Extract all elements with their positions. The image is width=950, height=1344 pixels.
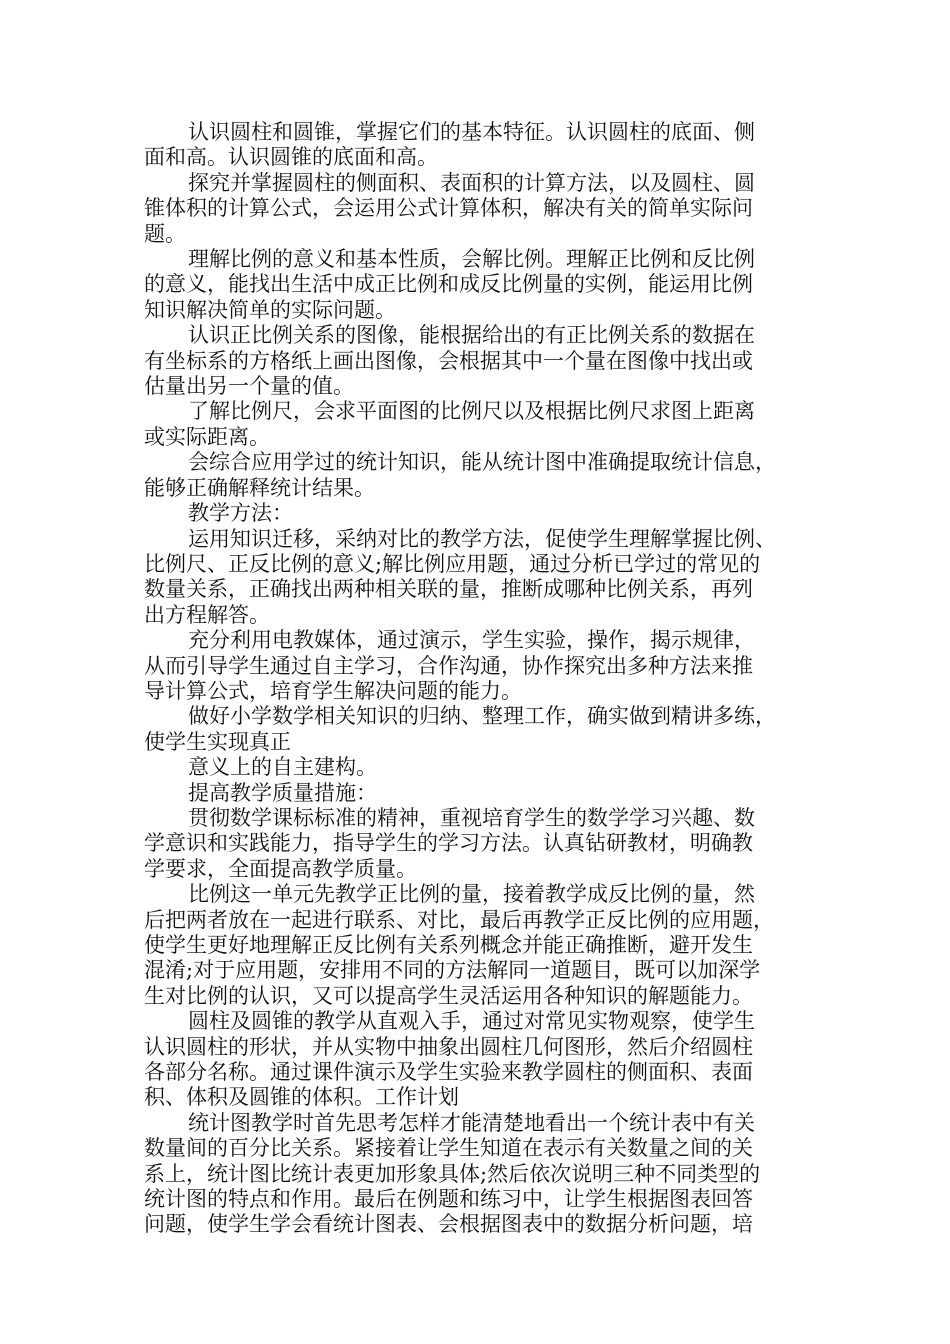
heading-teaching-methods: 教学方法： — [188, 501, 293, 526]
paragraph-proportion-meaning: 理解比例的意义和基本性质，会解比例。理解正比例和反比例 的意义，能找出生活中成正比例和成反比例量的实例，能运用比例 知识解决简单的实际问题。 — [144, 247, 755, 322]
paragraph-cylinder-area-volume: 探究并掌握圆柱的侧面积、表面积的计算方法，以及圆柱、圆 锥体积的计算公式，会运用公式计算体积，解决有关的简单实际问 题。 — [144, 170, 755, 246]
paragraph-statistics: 会综合应用学过的统计知识，能从统计图中准确提取统计信息， 能够正确解释统计结果。 — [144, 450, 776, 500]
paragraph-summary-work: 做好小学数学相关知识的归纳、整理工作，确实做到精讲多练， 使学生实现真正 — [144, 704, 776, 754]
paragraph-scale: 了解比例尺，会求平面图的比例尺以及根据比例尺求图上距离 或实际距离。 — [144, 399, 755, 449]
document-page — [144, 120, 806, 1238]
paragraph-cylinder-cone-recognition: 认识圆柱和圆锥，掌握它们的基本特征。认识圆柱的底面、侧 面和高。认识圆锥的底面和高。 — [144, 120, 755, 170]
paragraph-self-construction: 意义上的自主建构。 — [188, 755, 377, 780]
paragraph-proportion-graph: 认识正比例关系的图像，能根据给出的有正比例关系的数据在 有坐标系的方格纸上画出图像，会根据其中一个量在图像中找出或 估量出另一个量的值。 — [144, 323, 755, 399]
paragraph-curriculum-standards: 贯彻数学课标标准的精神，重视培育学生的数学学习兴趣、数 学意识和实践能力，指导学生的学习方法。认真钻研教材，明确教 学要求，全面提高教学质量。 — [144, 805, 755, 881]
paragraph-media-use: 充分利用电教媒体，通过演示，学生实验，操作，揭示规律， 从而引导学生通过自主学习，合作沟通，协作探究出多种方法来推 导计算公式，培育学生解决问题的能力。 — [144, 628, 755, 703]
paragraph-knowledge-transfer: 运用知识迁移，采纳对比的教学方法，促使学生理解掌握比例、 比例尺、正反比例的意义;解比例应用题，通过分析已学过的常见的 数量关系，正确找出两种相关联的量，推断成哪种比例关系，再列 出方程解答。 — [144, 526, 776, 627]
heading-quality-measures: 提高教学质量措施： — [188, 780, 377, 805]
paragraph-statistics-teaching: 统计图教学时首先思考怎样才能清楚地看出一个统计表中有关 数量间的百分比关系。紧接着让学生知道在表示有关数量之间的关 系上，统计图比统计表更加形象具体;然后依次说明三种不同类型的 统计图的特点和作用。最后在例题和练习中，让学生根据图表回答 问题，使学生学会看统计图表、会根据图表中的数据分析问题，培 — [144, 1110, 761, 1237]
paragraph-proportion-unit: 比例这一单元先教学正比例的量，接着教学成反比例的量，然 后把两者放在一起进行联系、对比，最后再教学正反比例的应用题， 使学生更好地理解正反比例有关系列概念并能正确推断，避开发生 混淆;对于应用题，安排用不同的方法解同一道题目，既可以加深学 生对比例的认识，又可以提高学生灵活运用各种知识的解题能力。 — [144, 882, 774, 1008]
paragraph-cylinder-teaching: 圆柱及圆锥的教学从直观入手，通过对常见实物观察，使学生 认识圆柱的形状，并从实物中抽象出圆柱几何图形，然后介绍圆柱 各部分名称。通过课件演示及学生实验来教学圆柱的侧面积、表面 积、体积及圆锥的体积。工作计划 — [144, 1009, 755, 1110]
